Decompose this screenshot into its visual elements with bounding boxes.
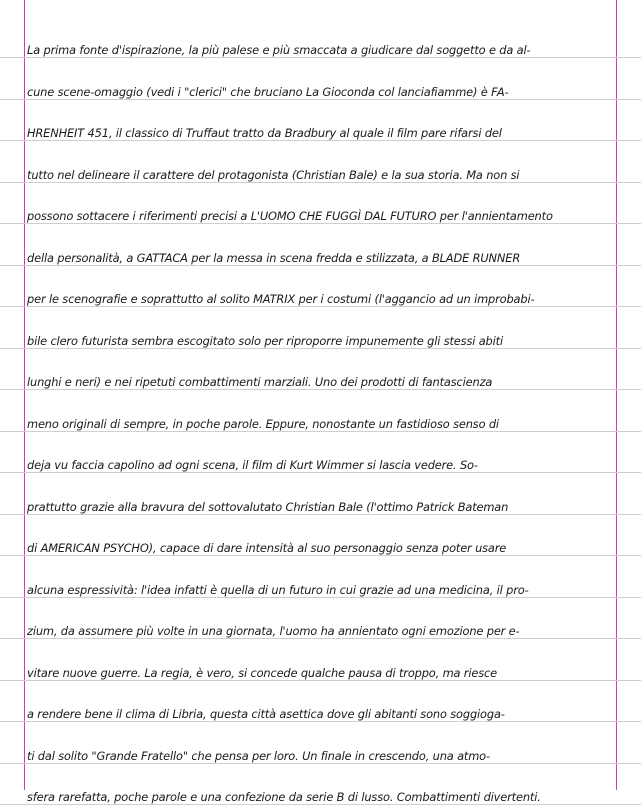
text-line: sfera rarefatta, poche parole e una confezione da serie B di lusso. Combattimenti divertenti. <box>27 790 541 804</box>
text-line: prattutto grazie alla bravura del sottovalutato Christian Bale (l'ottimo Patrick Bateman <box>27 499 509 514</box>
text-line: deja vu faccia capolino ad ogni scena, il film di Kurt Wimmer si lascia vedere. So- <box>27 458 478 472</box>
text-line: cune scene-omaggio (vedi i "clerici" che bruciano La Gioconda col lanciafiamme) è FA- <box>27 84 509 99</box>
text-line: zium, da assumere più volte in una giornata, l'uomo ha annientato ogni emozione per e- <box>27 624 520 638</box>
text-line: HRENHEIT 451, il classico di Truffaut tratto da Bradbury al quale il film pare rifarsi del <box>27 126 502 140</box>
text-line: della personalità, a GATTACA per la messa in scena fredda e stilizzata, a BLADE RUNNER <box>27 250 521 265</box>
text-line: meno originali di sempre, in poche parole. Eppure, nonostante un fastidioso senso di <box>27 416 499 431</box>
text-line: a rendere bene il clima di Libria, questa città asettica dove gli abitanti sono soggioga- <box>27 707 505 721</box>
text-line: tutto nel delineare il carattere del protagonista (Christian Bale) e la sua storia. Ma non si <box>27 167 520 182</box>
text-line: per le scenografie e soprattutto al solito MATRIX per i costumi (l'aggancio ad un improbabi- <box>27 292 535 306</box>
text-line: La prima fonte d'ispirazione, la più palese e più smaccata a giudicare dal soggetto e da al- <box>27 43 531 57</box>
text-line: vitare nuove guerre. La regia, è vero, si concede qualche pausa di troppo, ma riesce <box>27 665 497 680</box>
text-line: alcuna espressività: l'idea infatti è quella di un futuro in cui grazie ad una medicina, il pro- <box>27 582 529 597</box>
right-margin-line <box>616 0 617 790</box>
text-line: lunghi e neri) e nei ripetuti combattimenti marziali. Uno dei prodotti di fantascienza <box>27 375 493 389</box>
text-line: bile clero futurista sembra escogitato solo per riproporre impunemente gli stessi abiti <box>27 333 503 348</box>
text-line: ti dal solito "Grande Fratello" che pensa per loro. Un finale in crescendo, una atmo- <box>27 748 490 763</box>
text-line: possono sottacere i riferimenti precisi a L'UOMO CHE FUGGÌ DAL FUTURO per l'annientamento <box>27 209 553 223</box>
left-margin-line <box>24 0 25 790</box>
text-line: di AMERICAN PSYCHO), capace di dare intensità al suo personaggio senza poter usare <box>27 541 507 555</box>
